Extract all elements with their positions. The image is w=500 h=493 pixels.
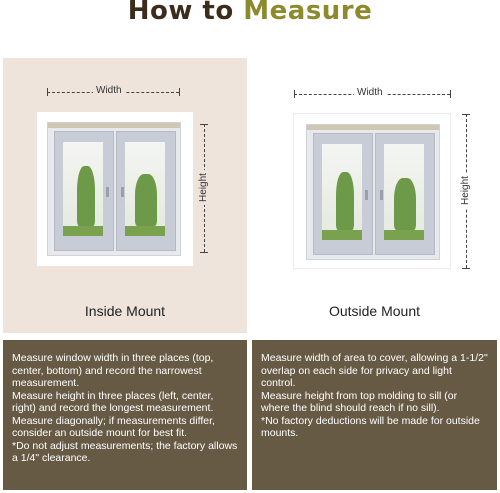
outside-blind-headrail [307,125,439,130]
outside-right-hedge [384,230,424,240]
inside-left-glass [63,142,103,236]
outside-width-tick-right [450,90,451,98]
outside-instruction-height: Measure height from top molding to sill (or where the blind should reach if no sill). [261,389,458,414]
inside-height-tick-bottom [200,252,208,253]
outside-mount-panel [252,58,497,333]
outside-height-tick-bottom [462,268,470,269]
outside-left-sash [313,133,373,255]
inside-right-hedge [125,226,165,236]
outside-instruction-note: *No factory deductions will be made for outside mounts. [261,414,480,439]
inside-left-handle [106,187,109,197]
outside-right-sash [375,133,435,255]
inside-instruction-diagonal: Measure diagonally; if measurements differ, consider an outside mount for best fit. [12,414,215,439]
outside-width-label: Width [354,87,386,98]
inside-right-tree [135,174,157,226]
outside-right-tree [394,178,416,230]
title-part-measure: Measure [243,0,373,26]
outside-instruction-width: Measure width of area to cover, allowing a 1-1/2" overlap on each side for privacy and light control. [261,352,488,389]
inside-left-tree [77,166,95,226]
title-part-how-to: How to [127,0,244,26]
outside-left-glass [322,144,362,240]
outside-instructions-box [252,340,497,490]
inside-mount-label: Inside Mount [84,303,166,319]
inside-left-hedge [63,226,103,236]
inside-instruction-note: *Do not adjust measurements; the factory allows a 1/4" clearance. [12,439,238,464]
inside-left-sash [54,131,114,251]
inside-height-label: Height [198,170,209,205]
inside-blind-headrail [48,123,180,128]
outside-left-handle [365,190,368,200]
outside-height-label: Height [460,173,471,208]
outside-mount-label: Outside Mount [328,303,421,319]
inside-width-label: Width [93,85,125,96]
outside-window-frame [306,124,440,260]
page-title [0,0,500,26]
outside-left-tree [336,172,354,230]
outside-left-hedge [322,230,362,240]
inside-window-frame [47,122,181,256]
inside-width-tick-right [179,88,180,96]
outside-right-handle [380,190,383,200]
inside-instruction-width: Measure window width in three places (top, center, bottom) and record the narrowest measurement. [12,352,214,389]
inside-mount-panel [3,58,247,333]
inside-instruction-height: Measure height in three places (left, center, right) and record the longest measurement. [12,389,214,414]
outside-right-glass [384,144,424,240]
inside-right-glass [125,142,165,236]
inside-instructions-box [3,340,247,490]
inside-right-sash [116,131,176,251]
inside-right-handle [121,187,124,197]
